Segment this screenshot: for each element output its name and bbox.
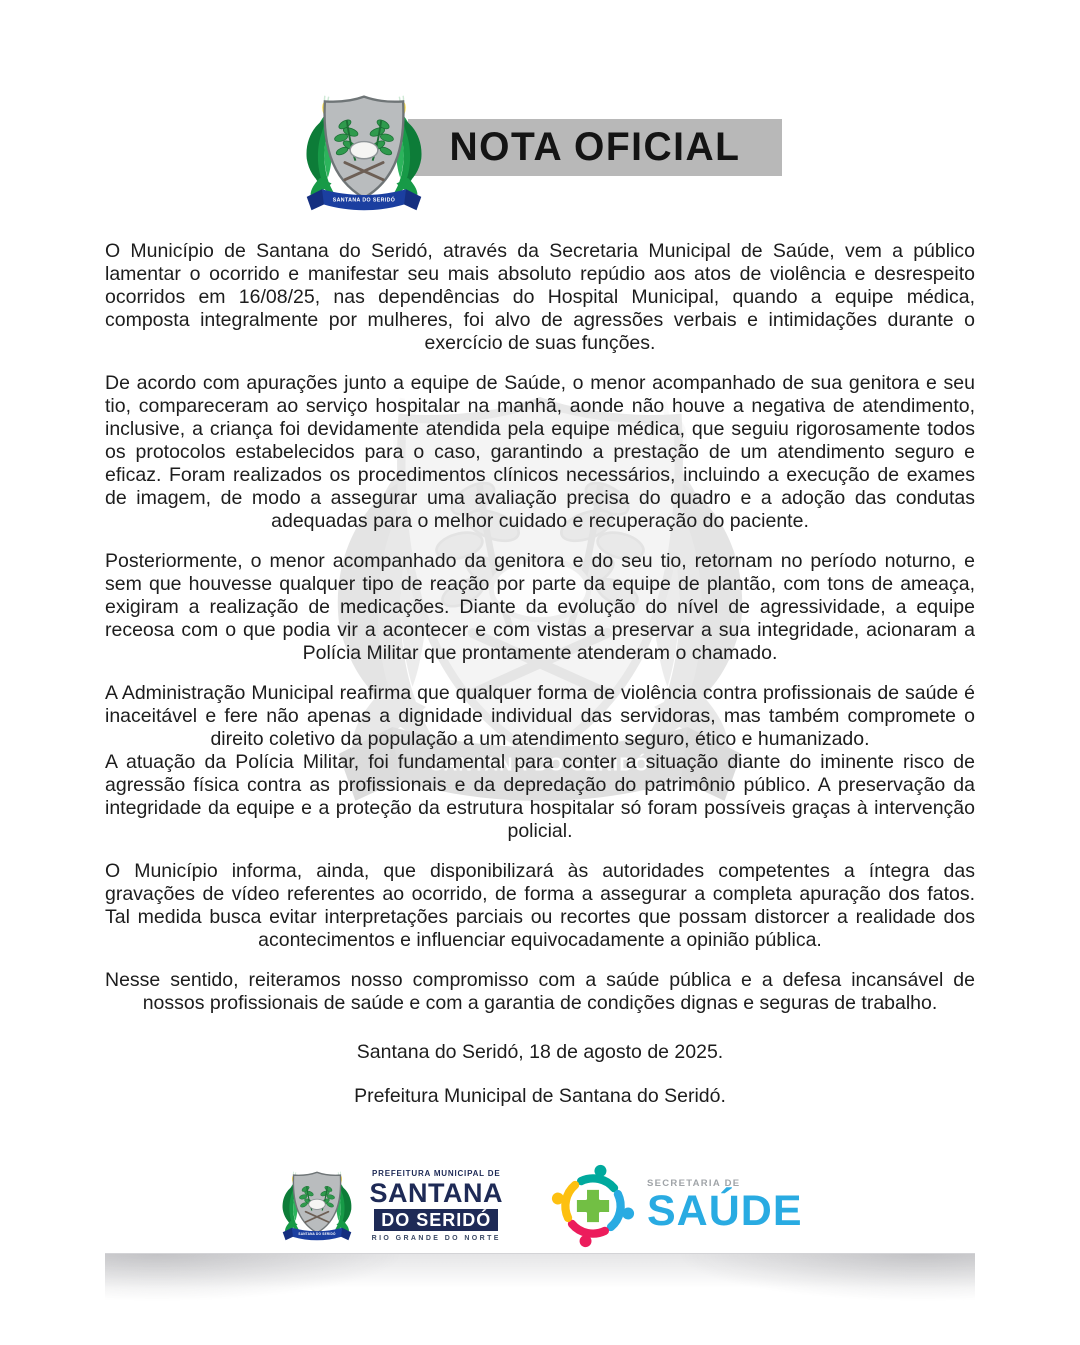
paragraph-1: O Município de Santana do Seridó, através da Secretaria Municipal de Saúde, vem a público lamentar o ocorrido e manifestar seu mais absoluto repúdio aos atos de violência e desrespeito ocorridos em 16/08/25, nas dependências do Hospital Municipal, quando a equipe médica, composta integralmente por mulheres, foi alvo de agressões verbais e intimidações durante o exercício de suas funções. — [105, 240, 975, 354]
health-logo-line1: SECRETARIA DE — [646, 1178, 741, 1190]
municipal-crest-icon — [297, 90, 431, 216]
title-banner — [408, 119, 782, 176]
health-secretariat-logo — [547, 1160, 803, 1252]
municipal-logo-line1: PREFEITURA MUNICIPAL DE — [371, 1169, 501, 1178]
health-logo-text — [647, 1179, 803, 1233]
paragraph-5: A atuação da Polícia Militar, foi fundamental para conter a situação diante do iminente risco de agressão física contra as profissionais e da depredação do patrimônio público. A preservação da integridade da equipe e a proteção da estrutura hospitalar só foram possíveis graças à intervenção policial. — [105, 751, 975, 842]
date-line: Santana do Seridó, 18 de agosto de 2025. — [356, 1041, 724, 1063]
paragraph-4: A Administração Municipal reafirma que qualquer forma de violência contra profissionais de saúde é inaceitável e fere não apenas a dignidade individual das servidoras, mas também compromete o direito coletivo da população a um atendimento seguro, ético e humanizado. — [105, 682, 975, 750]
municipal-crest-small-icon — [277, 1168, 357, 1244]
paragraph-6: O Município informa, ainda, que disponibilizará às autoridades competentes a íntegra das gravações de vídeo referentes ao ocorrido, de forma a assegurar a completa apuração dos fatos. Tal medida busca evitar interpretações parciais ou recortes que possam distorcer a realidade dos acontecimentos e influenciar equivocadamente a opinião pública. — [105, 860, 975, 951]
paragraph-3: Posteriormente, o menor acompanhado da genitora e do seu tio, retornam no período noturno, e sem que houvesse qualquer tipo de reação por parte da equipe de plantão, com tons de ameaça, exigiram a realização de medicações. Diante da evolução do nível de agressividade, a equipe receosa com o que podia vir a acontecer e com vistas a preservar a sua integridade, acionaram a Polícia Militar que prontamente atenderam o chamado. — [105, 550, 975, 664]
health-secretariat-icon — [547, 1160, 639, 1252]
municipal-logo-line4: RIO GRANDE DO NORTE — [371, 1235, 501, 1242]
page-bottom-shadow — [105, 1253, 975, 1306]
note-body — [105, 240, 975, 1108]
municipal-logo — [277, 1168, 503, 1244]
municipal-logo-text — [369, 1170, 503, 1242]
signature-line: Prefeitura Municipal de Santana do Seridó. — [354, 1085, 726, 1107]
footer-logos — [0, 1160, 1080, 1252]
municipal-logo-line2: SANTANA — [369, 1178, 503, 1208]
paragraph-7: Nesse sentido, reiteramos nosso compromisso com a saúde pública e a defesa incansável de nossos profissionais de saúde e com a garantia de condições dignas e seguras de trabalho. — [105, 969, 975, 1014]
health-logo-line2: SAÚDE — [646, 1186, 803, 1235]
page-title: NOTA OFICIAL — [449, 125, 741, 169]
municipal-logo-line3: DO SERIDÓ — [374, 1209, 498, 1231]
paragraph-2: De acordo com apurações junto a equipe de Saúde, o menor acompanhado de sua genitora e seu tio, compareceram ao serviço hospitalar na manhã, aonde não houve a negativa de atendimento, inclusive, a criança foi devidamente atendida pela equipe médica, que seguiu rigorosamente todos os protocolos estabelecidos para o caso, garantindo a prestação de um atendimento seguro e eficaz. Foram realizados os procedimentos clínicos necessários, incluindo a execução de exames de imagem, de modo a assegurar uma avaliação precisa do quadro e a adoção das condutas adequadas para o melhor cuidado e recuperação do paciente. — [105, 372, 975, 532]
